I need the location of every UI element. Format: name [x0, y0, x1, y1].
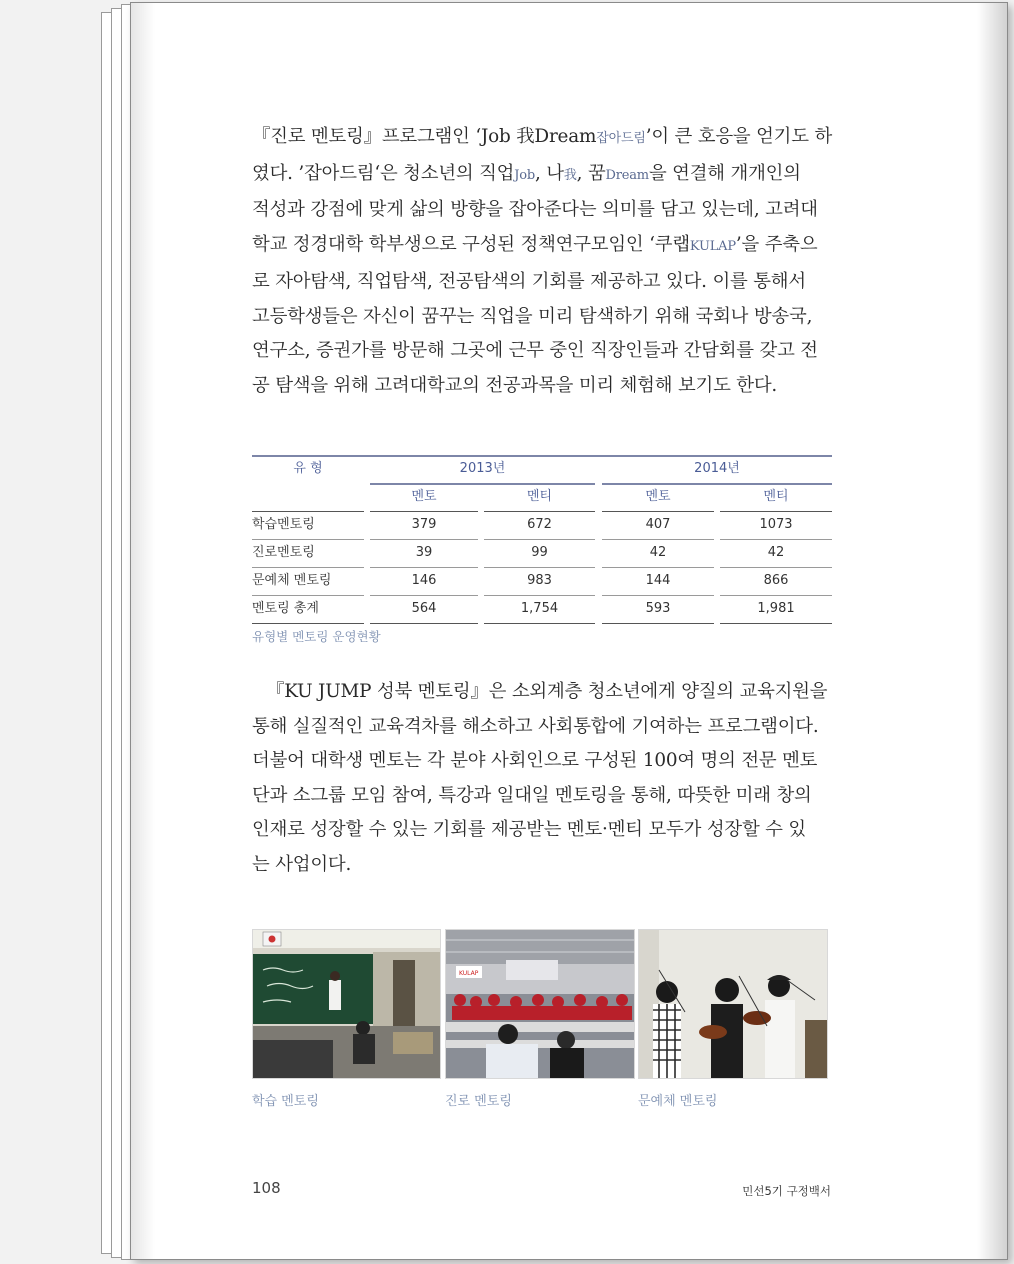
table-bottom-rule [370, 623, 478, 624]
paragraph-line: 『KU JUMP 성북 멘토링』은 소외계층 청소년에게 양질의 교육지원을 [266, 681, 828, 702]
header-mentee-2013: 멘티 [526, 489, 553, 504]
banner-text: KULAP [459, 970, 479, 977]
table-header-row-1 [252, 456, 832, 482]
cell-value: 564 [411, 601, 437, 616]
page-gutter-shadow [131, 3, 155, 1259]
paragraph-line: 『진로 멘토링』프로그램인 ‘Job 我Dream잡아드림’이 큰 호응을 얻기도 하 [252, 126, 833, 147]
table-caption: 유형별 멘토링 운영현황 [252, 629, 381, 644]
paragraph-ku-jump [252, 675, 832, 882]
table-row [252, 540, 832, 566]
table-row [252, 568, 832, 594]
book-page [130, 2, 1008, 1260]
book-title: 민선5기 구정백서 [742, 1184, 831, 1198]
paragraph-line: 였다. ’잡아드림‘은 청소년의 직업Job, 나我, 꿈Dream을 연결해 개개인의 [252, 162, 801, 184]
cell-value: 99 [531, 545, 548, 560]
paragraph-line: 공 탐색을 위해 고려대학교의 전공과목을 미리 체험해 보기도 한다. [252, 374, 778, 396]
page-edge-shadow [977, 3, 1007, 1259]
cell-value: 407 [645, 517, 671, 532]
table-row-total [252, 596, 832, 622]
cell-value: 42 [767, 545, 785, 560]
header-year-2014: 2014년 [694, 461, 740, 476]
header-year-2013: 2013년 [459, 461, 506, 476]
paragraph-line: 더불어 대학생 멘토는 각 분야 사회인으로 구성된 100여 명의 전문 멘토 [252, 750, 818, 771]
paragraph-line: 단과 소그룹 모임 참여, 특강과 일대일 멘토링을 통해, 따뜻한 미래 창의 [252, 784, 812, 806]
table-header-row-2 [252, 484, 832, 510]
row-label: 멘토링 총계 [252, 601, 319, 616]
cell-value: 39 [415, 545, 433, 560]
header-mentor-2013: 멘토 [411, 489, 437, 504]
paragraph-line: 고등학생들은 자신이 꿈꾸는 직업을 미리 탐색하기 위해 국회나 방송국, [252, 305, 813, 327]
cell-value: 379 [411, 517, 437, 532]
paragraph-line: 학교 정경대학 학부생으로 구성된 정책연구모임인 ‘쿠랩KULAP’을 주축으 [252, 234, 818, 256]
paragraph-line: 통해 실질적인 교육격차를 해소하고 사회통합에 기여하는 프로그램이다. [252, 715, 819, 737]
page-number: 108 [252, 1179, 281, 1197]
photo-caption-arts: 문예체 멘토링 [638, 1094, 718, 1109]
paragraph-line: 연구소, 증권가를 방문해 그곳에 근무 중인 직장인들과 간담회를 갖고 전 [252, 340, 818, 362]
cell-value: 42 [649, 545, 667, 560]
cell-value: 983 [527, 573, 552, 588]
table-bottom-rule [484, 623, 595, 624]
table-bottom-rule [602, 623, 714, 624]
photo-career-mentoring [445, 929, 635, 1079]
header-mentee-2014: 멘티 [763, 489, 789, 504]
photo-caption-career: 진로 멘토링 [445, 1094, 512, 1109]
cell-value: 1073 [759, 517, 793, 532]
cell-value: 866 [763, 573, 789, 588]
paragraph-line: 인재로 성장할 수 있는 기회를 제공받는 멘토·멘티 모두가 성장할 수 있 [252, 819, 806, 840]
paragraph-career-mentoring [252, 120, 832, 404]
photo-study-mentoring [252, 929, 441, 1079]
cell-value: 1,981 [757, 601, 795, 616]
header-mentor-2014: 멘토 [645, 489, 671, 504]
row-label: 학습멘토링 [252, 517, 315, 532]
cell-value: 146 [411, 573, 437, 588]
table-row [252, 512, 832, 538]
cell-value: 593 [645, 601, 671, 616]
paragraph-line: 로 자아탐색, 직업탐색, 전공탐색의 기회를 제공하고 있다. 이를 통해서 [252, 270, 806, 292]
row-label: 문예체 멘토링 [252, 573, 332, 588]
paragraph-line: 는 사업이다. [252, 853, 352, 875]
row-label: 진로멘토링 [252, 545, 315, 560]
photo-caption-study: 학습 멘토링 [252, 1094, 319, 1109]
table-bottom-rule [252, 623, 364, 624]
cell-value: 144 [645, 573, 671, 588]
cell-value: 1,754 [520, 601, 559, 616]
header-type: 유 형 [293, 461, 323, 476]
paragraph-line: 적성과 강점에 맞게 삶의 방향을 잡아준다는 의미를 담고 있는데, 고려대 [252, 199, 818, 221]
table-bottom-rule [720, 623, 832, 624]
photo-arts-mentoring [638, 929, 828, 1079]
cell-value: 672 [527, 517, 552, 532]
